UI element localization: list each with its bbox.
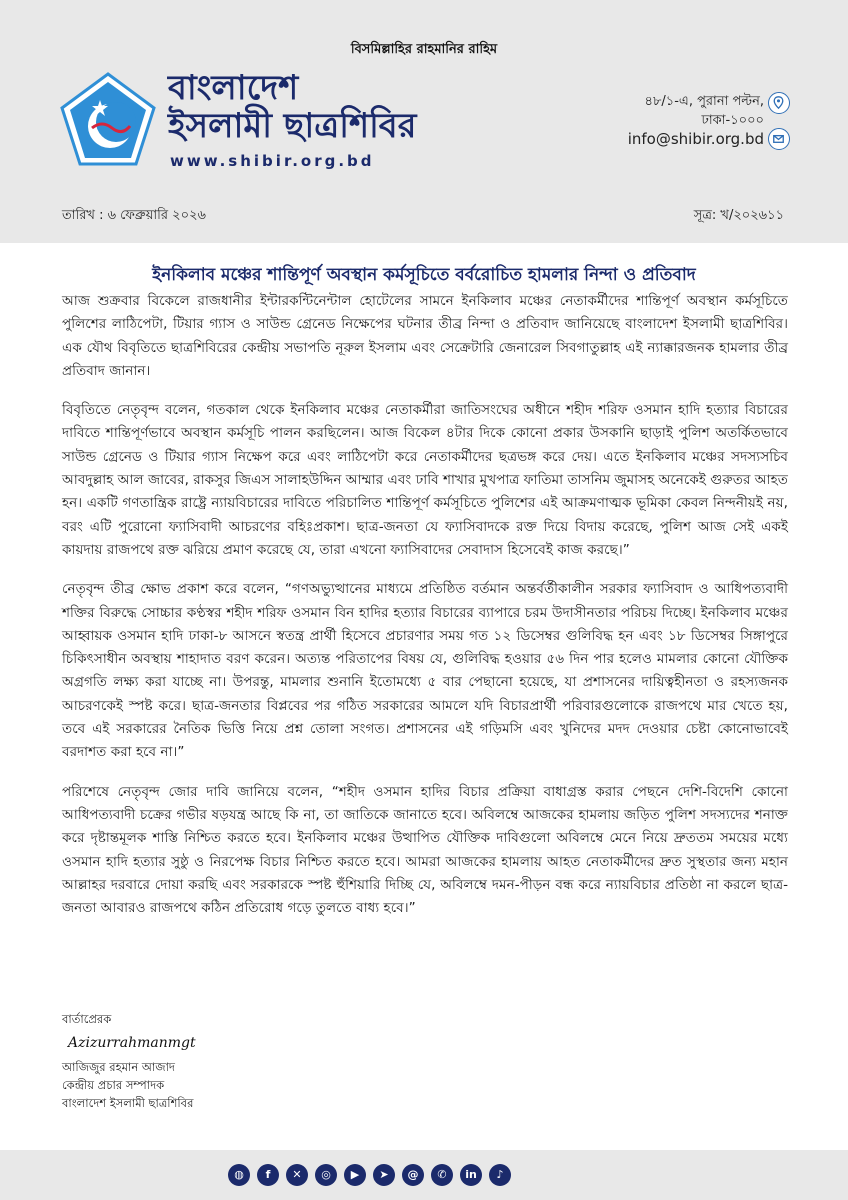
body-paragraph-2: বিবৃতিতে নেতৃবৃন্দ বলেন, গতকাল থেকে ইনকিলাব মঞ্চের নেতাকর্মীরা জাতিসংঘের অধীনে শহীদ শরিফ ওসমান হাদি হত্যার বিচারের দাবিতে শান্তিপূর্ণভাবে অবস্থান কর্মসূচি পালন করছিলেন। আজ বিকেল ৪টার দিকে কোনো প্রকার উসকানি ছাড়াই পুলিশ অতর্কিতভাবে সাউন্ড গ্রেনেড ও টিয়ার গ্যাস নিক্ষেপ করে এবং লাঠিপেটা করে নেতাকর্মীদের ছত্রভঙ্গ করে দেয়। এতে ইনকিলাব মঞ্চের সদস্যসচিব আবদুল্লাহ আল জাবের, রাকসুর জিএস সালাহউদ্দিন আম্মার এবং ঢাবি শাখার মুখপাত্র ফাতিমা তাসনিম জুমাসহ অনেকেই গুরুতর আহত হন। একটি গণতান্ত্রিক রাষ্ট্রে ন্যায়বিচারের দাবিতে পরিচালিত শান্তিপূর্ণ কর্মসূচিতে পুলিশের এই আক্রমণাত্মক ভূমিকা কেবল নিন্দনীয়ই নয়, বরং এটি পুরোনো ফ্যাসিবাদী আচরণের বহিঃপ্রকাশ। ছাত্র-জনতা যে ফ্যাসিবাদকে রক্ত দিয়ে বিদায় করেছে, পুলিশ আজ সেই একই কায়দায় রাজপথে রক্ত ঝরিয়ে প্রমাণ করেছে যে, তারা এখনো ফ্যাসিবাদের সেবাদাস হিসেবেই কাজ করছে।” [62, 402, 788, 558]
address-line2: ঢাকা-১০০০ [701, 113, 764, 128]
body-paragraph-4: পরিশেষে নেতৃবৃন্দ জোর দাবি জানিয়ে বলেন, “শহীদ ওসমান হাদির বিচার প্রক্রিয়া বাধাগ্রস্ত করার পেছনে দেশি-বিদেশি কোনো আধিপত্যবাদী চক্রের গভীর ষড়যন্ত্র আছে কি না, তা জাতিকে জানাতে হবে। অবিলম্বে আজকের হামলায় জড়িত পুলিশ সদস্যদের শনাক্ত করে দৃষ্টান্তমূলক শাস্তি নিশ্চিত করতে হবে। ইনকিলাব মঞ্চের উত্থাপিত যৌক্তিক দাবিগুলো অবিলম্বে মেনে নিয়ে দ্রুততম সময়ের মধ্যে ওসমান হাদি হত্যার সুষ্ঠু ও নিরপেক্ষ বিচার নিশ্চিত করতে হবে। আমরা আজকের হামলায় আহত নেতাকর্মীদের দ্রুত সুস্থতার জন্য মহান আল্লাহর দরবারে দোয়া করছি এবং সরকারকে স্পষ্ট হুঁশিয়ারি দিচ্ছি যে, অবিলম্বে দমন-পীড়ন বন্ধ করে ন্যায়বিচার প্রতিষ্ঠা না করলে ছাত্র-জনতা আবারও রাজপথে কঠিন প্রতিরোধ গড়ে তুলতে বাধ্য হবে।” [62, 783, 788, 917]
org-logo [58, 70, 158, 170]
address-block [628, 92, 764, 149]
org-website[interactable]: www.shibir.org.bd [170, 152, 375, 170]
logo-pentagon-icon [58, 70, 158, 170]
contact-icons [768, 92, 790, 164]
mail-icon [768, 128, 790, 150]
signature-block [62, 1010, 196, 1112]
address-line1: ৪৮/১-এ, পুরানা পল্টন, [644, 94, 764, 109]
handwritten-signature: Azizurrahmanmgt [68, 1035, 196, 1051]
signatory-org: বাংলাদেশ ইসলামী ছাত্রশিবির [62, 1096, 194, 1110]
facebook-icon[interactable]: f [257, 1164, 279, 1186]
signatory-title: কেন্দ্রীয় প্রচার সম্পাদক [62, 1078, 165, 1092]
body-paragraph-1: আজ শুক্রবার বিকেলে রাজধানীর ইন্টারকন্টিনেন্টাল হোটেলের সামনে ইনকিলাব মঞ্চের নেতাকর্মীদের শান্তিপূর্ণ অবস্থান কর্মসূচিতে পুলিশের লাঠিপেটা, টিয়ার গ্যাস ও সাউন্ড গ্রেনেড নিক্ষেপের ঘটনার তীব্র নিন্দা ও প্রতিবাদ জানিয়েছে বাংলাদেশ ইসলামী ছাত্রশিবির। এক যৌথ বিবৃতিতে ছাত্রশিবিরের কেন্দ্রীয় সভাপতি নূরুল ইসলাম এবং সেক্রেটারি জেনারেল সিবগাতুল্লাহ এই ন্যাক্কারজনক হামলার তীব্র প্রতিবাদ জানান। [62, 293, 788, 379]
document-date: তারিখ : ৬ ফেব্রুয়ারি ২০২৬ [62, 208, 206, 223]
org-name-line1: বাংলাদেশ [168, 68, 299, 108]
org-name-line2: ইসলামী ছাত্রশিবির [168, 106, 417, 146]
globe-icon[interactable]: ◍ [228, 1164, 250, 1186]
tiktok-icon[interactable]: ♪ [489, 1164, 511, 1186]
bismillah-text: বিসমিল্লাহির রাহমানির রাহিম [350, 42, 498, 57]
sender-label: বার্তাপ্রেরক [62, 1012, 112, 1026]
email-address[interactable]: info@shibir.org.bd [627, 130, 764, 148]
document-reference: সূত্র: খ/২০২৬১১ [693, 208, 784, 223]
linkedin-icon[interactable]: in [460, 1164, 482, 1186]
signatory-name: আজিজুর রহমান আজাদ [62, 1060, 175, 1074]
press-release-body [62, 290, 788, 936]
instagram-icon[interactable]: ◎ [315, 1164, 337, 1186]
telegram-icon[interactable]: ➤ [373, 1164, 395, 1186]
location-pin-icon [768, 92, 790, 114]
youtube-icon[interactable]: ▶ [344, 1164, 366, 1186]
threads-icon[interactable]: @ [402, 1164, 424, 1186]
whatsapp-icon[interactable]: ✆ [431, 1164, 453, 1186]
press-release-headline: ইনকিলাব মঞ্চের শান্তিপূর্ণ অবস্থান কর্মসূচিতে বর্বরোচিত হামলার নিন্দা ও প্রতিবাদ [152, 265, 696, 285]
body-paragraph-3: নেতৃবৃন্দ তীব্র ক্ষোভ প্রকাশ করে বলেন, “গণঅভ্যুত্থানের মাধ্যমে প্রতিষ্ঠিত বর্তমান অন্তর্বর্তীকালীন সরকার ফ্যাসিবাদ ও আধিপত্যবাদী শক্তির বিরুদ্ধে সোচ্চার কণ্ঠস্বর শহীদ শরিফ ওসমান বিন হাদির হত্যার বিচারের ব্যাপারে চরম উদাসীনতার পরিচয় দিচ্ছে। ইনকিলাব মঞ্চের আহ্বায়ক ওসমান হাদি ঢাকা-৮ আসনে স্বতন্ত্র প্রার্থী হিসেবে প্রচারণার সময় গত ১২ ডিসেম্বর গুলিবিদ্ধ হন এবং ১৮ ডিসেম্বর সিঙ্গাপুরে চিকিৎসাধীন অবস্থায় শাহাদাত বরণ করেন। অত্যন্ত পরিতাপের বিষয় যে, গুলিবিদ্ধ হওয়ার ৫৬ দিন পার হলেও মামলার কোনো যৌক্তিক অগ্রগতি লক্ষ্য করা যাচ্ছে না। উপরন্তু, মামলার শুনানি ইতোমধ্যে ৫ বার পেছানো হয়েছে, যা প্রশাসনের দায়িত্বহীনতা ও রহস্যজনক আচরণকেই স্পষ্ট করে। ছাত্র-জনতার বিপ্লবের পর গঠিত সরকারের আমলে যদি বিচারপ্রার্থী পরিবারগুলোকে রাজপথে মার খেতে হয়, তবে এই সরকারের নৈতিক ভিত্তি নিয়ে প্রশ্ন তোলা সংগত। প্রশাসনের এই গড়িমসি এবং খুনিদের মদদ দেওয়ার চেষ্টা কোনোভাবেই বরদাশত করা হবে না।” [62, 581, 789, 761]
social-icons-row [228, 1164, 511, 1186]
x-icon[interactable]: ✕ [286, 1164, 308, 1186]
